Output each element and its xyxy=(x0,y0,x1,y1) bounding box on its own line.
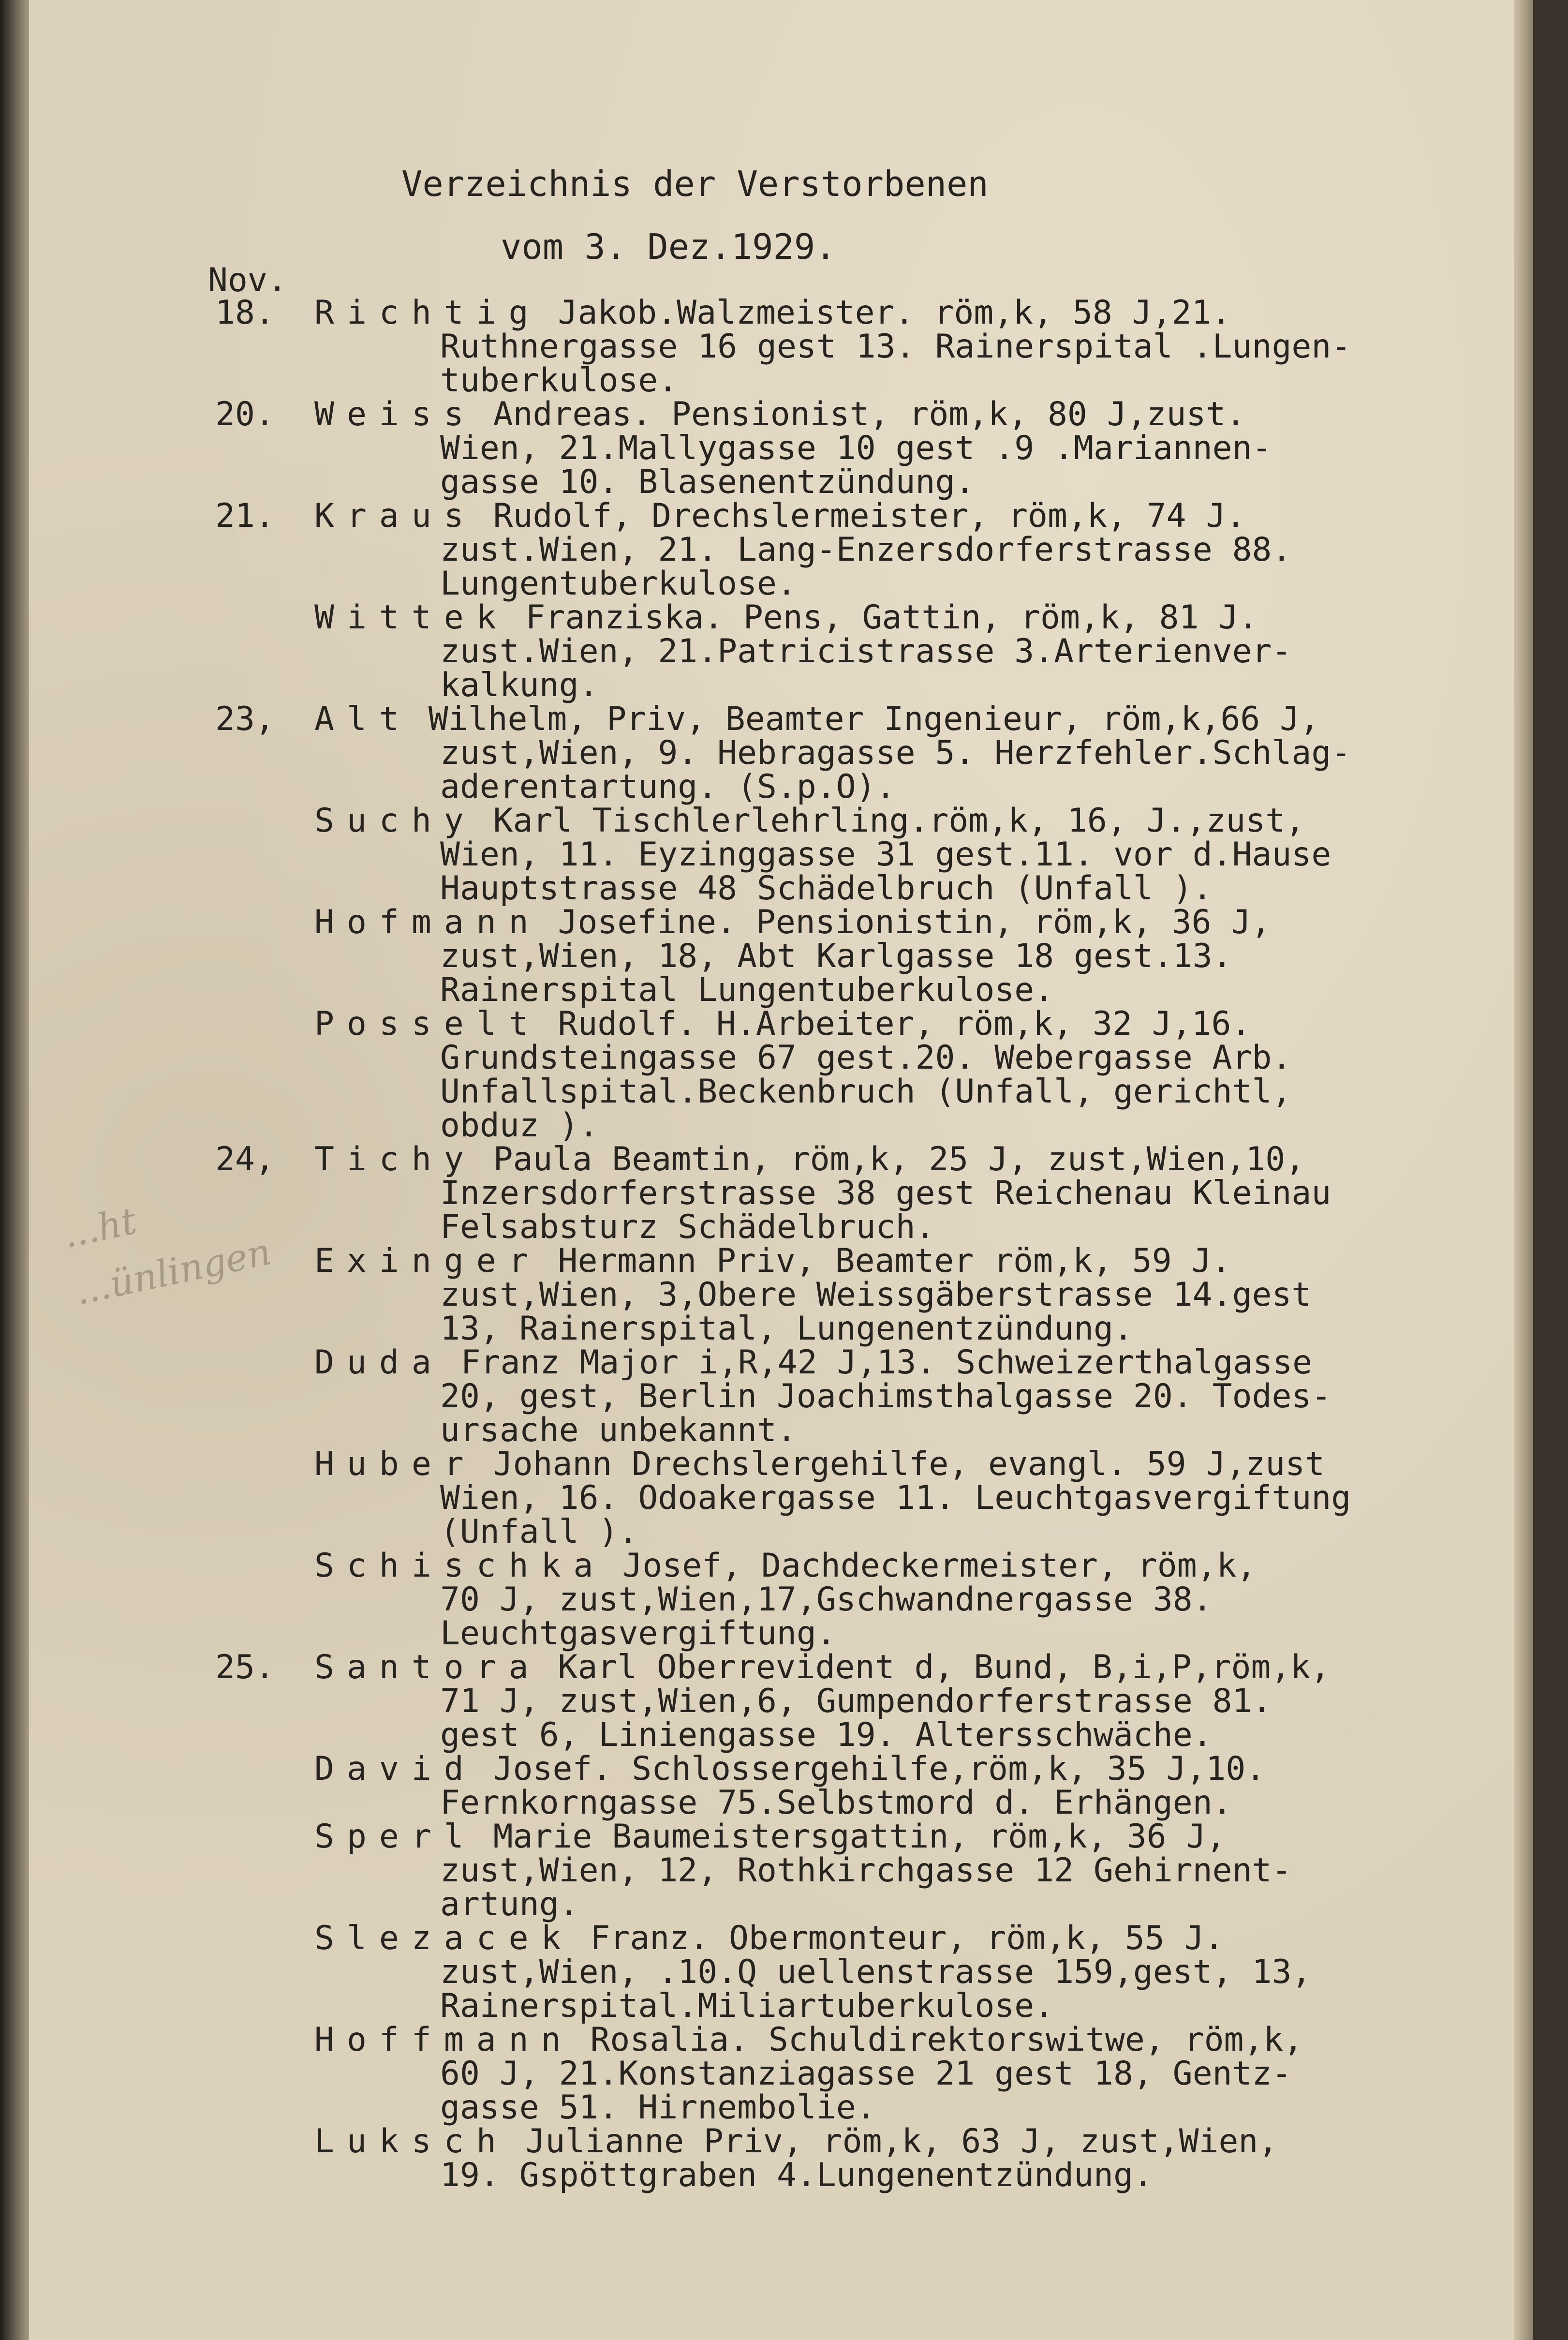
entry-continuation-line: Rainerspital.Miliartuberkulose. xyxy=(440,1987,1054,2025)
entry-details: Wilhelm, Priv, Beamter Ingenieur, röm,k,66 J, xyxy=(428,700,1320,738)
entry-continuation-line: Inzersdorferstrasse 38 gest Reichenau Kleinau xyxy=(440,1174,1331,1212)
entry-surname: Posselt xyxy=(314,1005,541,1043)
entry-details: Johann Drechslergehilfe, evangl. 59 J,zust xyxy=(493,1445,1325,1483)
death-entry xyxy=(29,1007,1519,1143)
entry-surname: Exinger xyxy=(314,1242,541,1280)
entry-continuation-line: Wien, 11. Eyzinggasse 31 gest.11. vor d.Hause xyxy=(440,835,1331,874)
entry-continuation-line: Wien, 16. Odoakergasse 11. Leuchtgasvergiftung xyxy=(440,1479,1351,1517)
entry-continuation-line: zust.Wien, 21.Patricistrasse 3.Arterienver- xyxy=(440,632,1292,671)
entry-continuation-line: gasse 10. Blasenentzündung. xyxy=(440,463,975,501)
entry-continuation-line: aderentartung. (S.p.O). xyxy=(440,768,896,806)
entry-details: Josef, Dachdeckermeister, röm,k, xyxy=(622,1547,1257,1585)
entry-continuation-line: (Unfall ). xyxy=(440,1513,638,1551)
entry-first-line xyxy=(314,1007,1519,1041)
entry-details: Andreas. Pensionist, röm,k, 80 J,zust. xyxy=(493,395,1246,433)
entry-first-line xyxy=(314,1447,1519,1481)
entry-continuation-line: Hauptstrasse 48 Schädelbruch (Unfall ). xyxy=(440,869,1213,908)
entry-continuation-line: Unfallspital.Beckenbruch (Unfall, gerichtl, xyxy=(440,1073,1292,1111)
typed-record xyxy=(29,0,1533,2340)
entry-surname: Alt xyxy=(314,700,412,738)
entry-details: Rosalia. Schuldirektorswitwe, röm,k, xyxy=(590,2021,1303,2059)
death-entry xyxy=(29,1820,1519,1922)
death-entry xyxy=(29,296,1519,398)
death-entry xyxy=(29,499,1519,601)
entry-continuation-line: ursache unbekannt. xyxy=(440,1411,797,1449)
entry-continuation-line: 71 J, zust,Wien,6, Gumpendorferstrasse 81. xyxy=(440,1682,1272,1720)
entry-continuation-line: Lungentuberkulose. xyxy=(440,565,797,603)
entry-surname: Tichy xyxy=(314,1140,476,1178)
entry-details: Paula Beamtin, röm,k, 25 J, zust,Wien,10, xyxy=(493,1140,1305,1178)
entry-continuation-line: kalkung. xyxy=(440,666,599,704)
entry-continuation-line: zust,Wien, 9. Hebragasse 5. Herzfehler.Schlag- xyxy=(440,734,1351,772)
entry-continuation-line: zust,Wien, 3,Obere Weissgäberstrasse 14.gest xyxy=(440,1276,1312,1314)
entry-details: Hermann Priv, Beamter röm,k, 59 J. xyxy=(558,1242,1231,1280)
entry-details: Rudolf. H.Arbeiter, röm,k, 32 J,16. xyxy=(558,1005,1251,1043)
entry-surname: Huber xyxy=(314,1445,476,1483)
entry-day: 21. xyxy=(215,497,275,535)
entry-continuation-line: Felsabsturz Schädelbruch. xyxy=(440,1208,935,1246)
death-entry xyxy=(29,1752,1519,1820)
entry-surname: Santora xyxy=(314,1648,541,1686)
death-entry xyxy=(29,2023,1519,2125)
entry-continuation-line: 60 J, 21.Konstanziagasse 21 gest 18, Gentz- xyxy=(440,2055,1292,2093)
entry-first-line xyxy=(314,598,1519,637)
entry-details: Franz Major i,R,42 J,13. Schweizerthalgasse xyxy=(460,1343,1313,1382)
entry-first-line xyxy=(314,804,1519,838)
entry-continuation-line: Rainerspital Lungentuberkulose. xyxy=(440,971,1054,1009)
entry-continuation-line: Leuchtgasvergiftung. xyxy=(440,1614,836,1653)
entry-continuation-line: artung. xyxy=(440,1885,579,1923)
entry-details: Franz. Obermonteur, röm,k, 55 J. xyxy=(590,1919,1224,1957)
previous-page-edge xyxy=(0,0,29,2340)
entry-continuation-line: zust,Wien, 18, Abt Karlgasse 18 gest.13. xyxy=(440,937,1232,975)
entry-continuation-line: 19. Gspöttgraben 4.Lungenentzündung. xyxy=(440,2156,1153,2194)
death-entry xyxy=(29,598,1519,704)
entry-first-line xyxy=(314,395,1519,433)
entry-continuation-line: zust.Wien, 21. Lang-Enzersdorferstrasse 88. xyxy=(440,531,1292,569)
entry-details: Marie Baumeistersgattin, röm,k, 36 J, xyxy=(493,1818,1226,1856)
entry-details: Josef. Schlossergehilfe,röm,k, 35 J,10. xyxy=(493,1750,1266,1788)
entry-surname: Schischka xyxy=(314,1547,606,1585)
entry-first-line xyxy=(314,1549,1519,1583)
entry-day: 25. xyxy=(215,1648,275,1686)
entry-details: Karl Tischlerlehrling.röm,k, 16, J.,zust, xyxy=(493,802,1305,840)
entry-day: 18. xyxy=(215,294,275,332)
entry-details: Karl Oberrevident d, Bund, B,i,P,röm,k, xyxy=(558,1648,1331,1686)
entry-continuation-line: Wien, 21.Mallygasse 10 gest .9 .Mariannen- xyxy=(440,429,1272,467)
entry-continuation-line: Grundsteingasse 67 gest.20. Webergasse Arb. xyxy=(440,1039,1292,1077)
death-entry xyxy=(29,1343,1519,1449)
entry-first-line xyxy=(314,1919,1519,1957)
entry-first-line xyxy=(314,1244,1519,1278)
entry-continuation-line: zust,Wien, .10.Q uellenstrasse 159,gest, 13, xyxy=(440,1953,1312,1991)
entry-first-line xyxy=(314,1752,1519,1786)
entry-surname: Weiss xyxy=(314,395,476,433)
entry-first-line xyxy=(314,1343,1519,1382)
month-label: Nov. xyxy=(208,261,287,299)
death-entry xyxy=(29,1919,1519,2025)
entry-first-line xyxy=(314,1820,1519,1854)
entry-surname: Sperl xyxy=(314,1818,476,1856)
entry-surname: Duda xyxy=(314,1343,444,1382)
entry-first-line xyxy=(314,296,1519,330)
document-date: vom 3. Dez.1929. xyxy=(501,226,836,267)
death-entry xyxy=(29,2122,1519,2194)
entry-first-line xyxy=(314,2122,1519,2161)
death-entry xyxy=(29,702,1519,804)
entry-continuation-line: 20, gest, Berlin Joachimsthalgasse 20. Todes- xyxy=(440,1377,1331,1416)
entry-continuation-line: Fernkorngasse 75.Selbstmord d. Erhängen. xyxy=(440,1784,1232,1822)
entry-details: Rudolf, Drechslermeister, röm,k, 74 J. xyxy=(493,497,1246,535)
entry-continuation-line: obduz ). xyxy=(440,1106,599,1145)
document-page xyxy=(29,0,1533,2340)
entry-day: 23, xyxy=(215,700,275,738)
document-title: Verzeichnis der Verstorbenen xyxy=(401,164,989,204)
entry-continuation-line: Ruthnergasse 16 gest 13. Rainerspital .Lungen- xyxy=(440,328,1351,366)
death-entry xyxy=(29,903,1519,1009)
entry-surname: Slezacek xyxy=(314,1919,574,1957)
entry-surname: Hofmann xyxy=(314,903,541,941)
entry-surname: Suchy xyxy=(314,802,476,840)
entry-details: Jakob.Walzmeister. röm,k, 58 J,21. xyxy=(558,294,1231,332)
entry-first-line xyxy=(314,2023,1519,2057)
scan-background xyxy=(1533,0,1568,2340)
death-entry xyxy=(29,1549,1519,1651)
entry-first-line xyxy=(314,1140,1519,1178)
entry-first-line xyxy=(314,702,1519,736)
entry-details: Josefine. Pensionistin, röm,k, 36 J, xyxy=(558,903,1271,941)
entry-continuation-line: gasse 51. Hirnembolie. xyxy=(440,2088,876,2127)
entry-continuation-line: gest 6, Liniengasse 19. Altersschwäche. xyxy=(440,1716,1213,1754)
entry-details: Franziska. Pens, Gattin, röm,k, 81 J. xyxy=(525,598,1258,637)
entry-continuation-line: 13, Rainerspital, Lungenentzündung. xyxy=(440,1310,1133,1348)
entry-surname: Wittek xyxy=(314,598,509,637)
entry-first-line xyxy=(314,499,1519,533)
entry-surname: Hoffmann xyxy=(314,2021,574,2059)
entry-continuation-line: zust,Wien, 12, Rothkirchgasse 12 Gehirnent- xyxy=(440,1851,1292,1890)
death-entry xyxy=(29,1648,1519,1754)
entry-surname: Luksch xyxy=(314,2122,509,2161)
entry-surname: Richtig xyxy=(314,294,541,332)
death-entry xyxy=(29,395,1519,501)
entry-details: Julianne Priv, röm,k, 63 J, zust,Wien, xyxy=(525,2122,1278,2161)
entry-continuation-line: tuberkulose. xyxy=(440,361,678,400)
handwritten-margin-note: ...ht ...ünlingen xyxy=(59,1199,275,1313)
entry-first-line xyxy=(314,903,1519,941)
entry-day: 20. xyxy=(215,395,275,433)
death-entry xyxy=(29,804,1519,906)
death-entry xyxy=(29,1447,1519,1549)
entry-first-line xyxy=(314,1648,1519,1686)
entry-surname: Kraus xyxy=(314,497,476,535)
entry-continuation-line: 70 J, zust,Wien,17,Gschwandnergasse 38. xyxy=(440,1580,1213,1619)
entry-surname: David xyxy=(314,1750,476,1788)
entry-day: 24, xyxy=(215,1140,275,1178)
